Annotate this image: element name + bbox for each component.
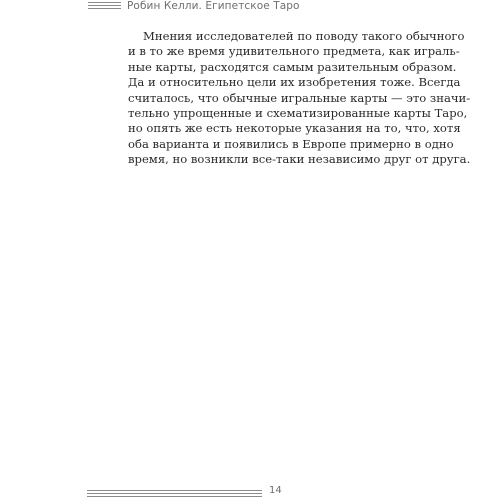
paragraph-line: ные карты, расходятся самым разительным образом. xyxy=(128,59,457,74)
page-footer xyxy=(0,484,500,500)
footer-rule xyxy=(87,496,262,497)
paragraph-line: Мнения исследователей по поводу такого обычного xyxy=(143,29,465,43)
header-decorative-rules xyxy=(88,2,121,12)
footer-rule xyxy=(87,490,262,491)
header-rule xyxy=(88,8,121,9)
paragraph-line: считалось, что обычные игральные карты — это значи- xyxy=(128,90,471,105)
page-header xyxy=(0,0,500,20)
header-rule xyxy=(88,2,121,3)
paragraph-line: тельно упрощенные и схематизированные карты Таро, xyxy=(128,106,468,121)
body-paragraph xyxy=(128,29,471,168)
page-number: 14 xyxy=(269,485,282,496)
header-rule xyxy=(88,5,121,6)
paragraph-line: и в то же время удивительного предмета, как играль- xyxy=(128,44,460,59)
footer-rule xyxy=(87,493,262,494)
paragraph-line: но опять же есть некоторые указания на то, что, хотя xyxy=(128,121,461,136)
footer-decorative-rules xyxy=(87,490,262,500)
paragraph-line: Да и относительно цели их изобретения тоже. Всегда xyxy=(128,75,461,90)
running-title: Робин Келли. Египетское Таро xyxy=(127,0,300,12)
paragraph-line: оба варианта и появились в Европе примерно в одно xyxy=(128,136,454,151)
paragraph-line: время, но возникли все-таки независимо друг от друга. xyxy=(128,152,471,167)
